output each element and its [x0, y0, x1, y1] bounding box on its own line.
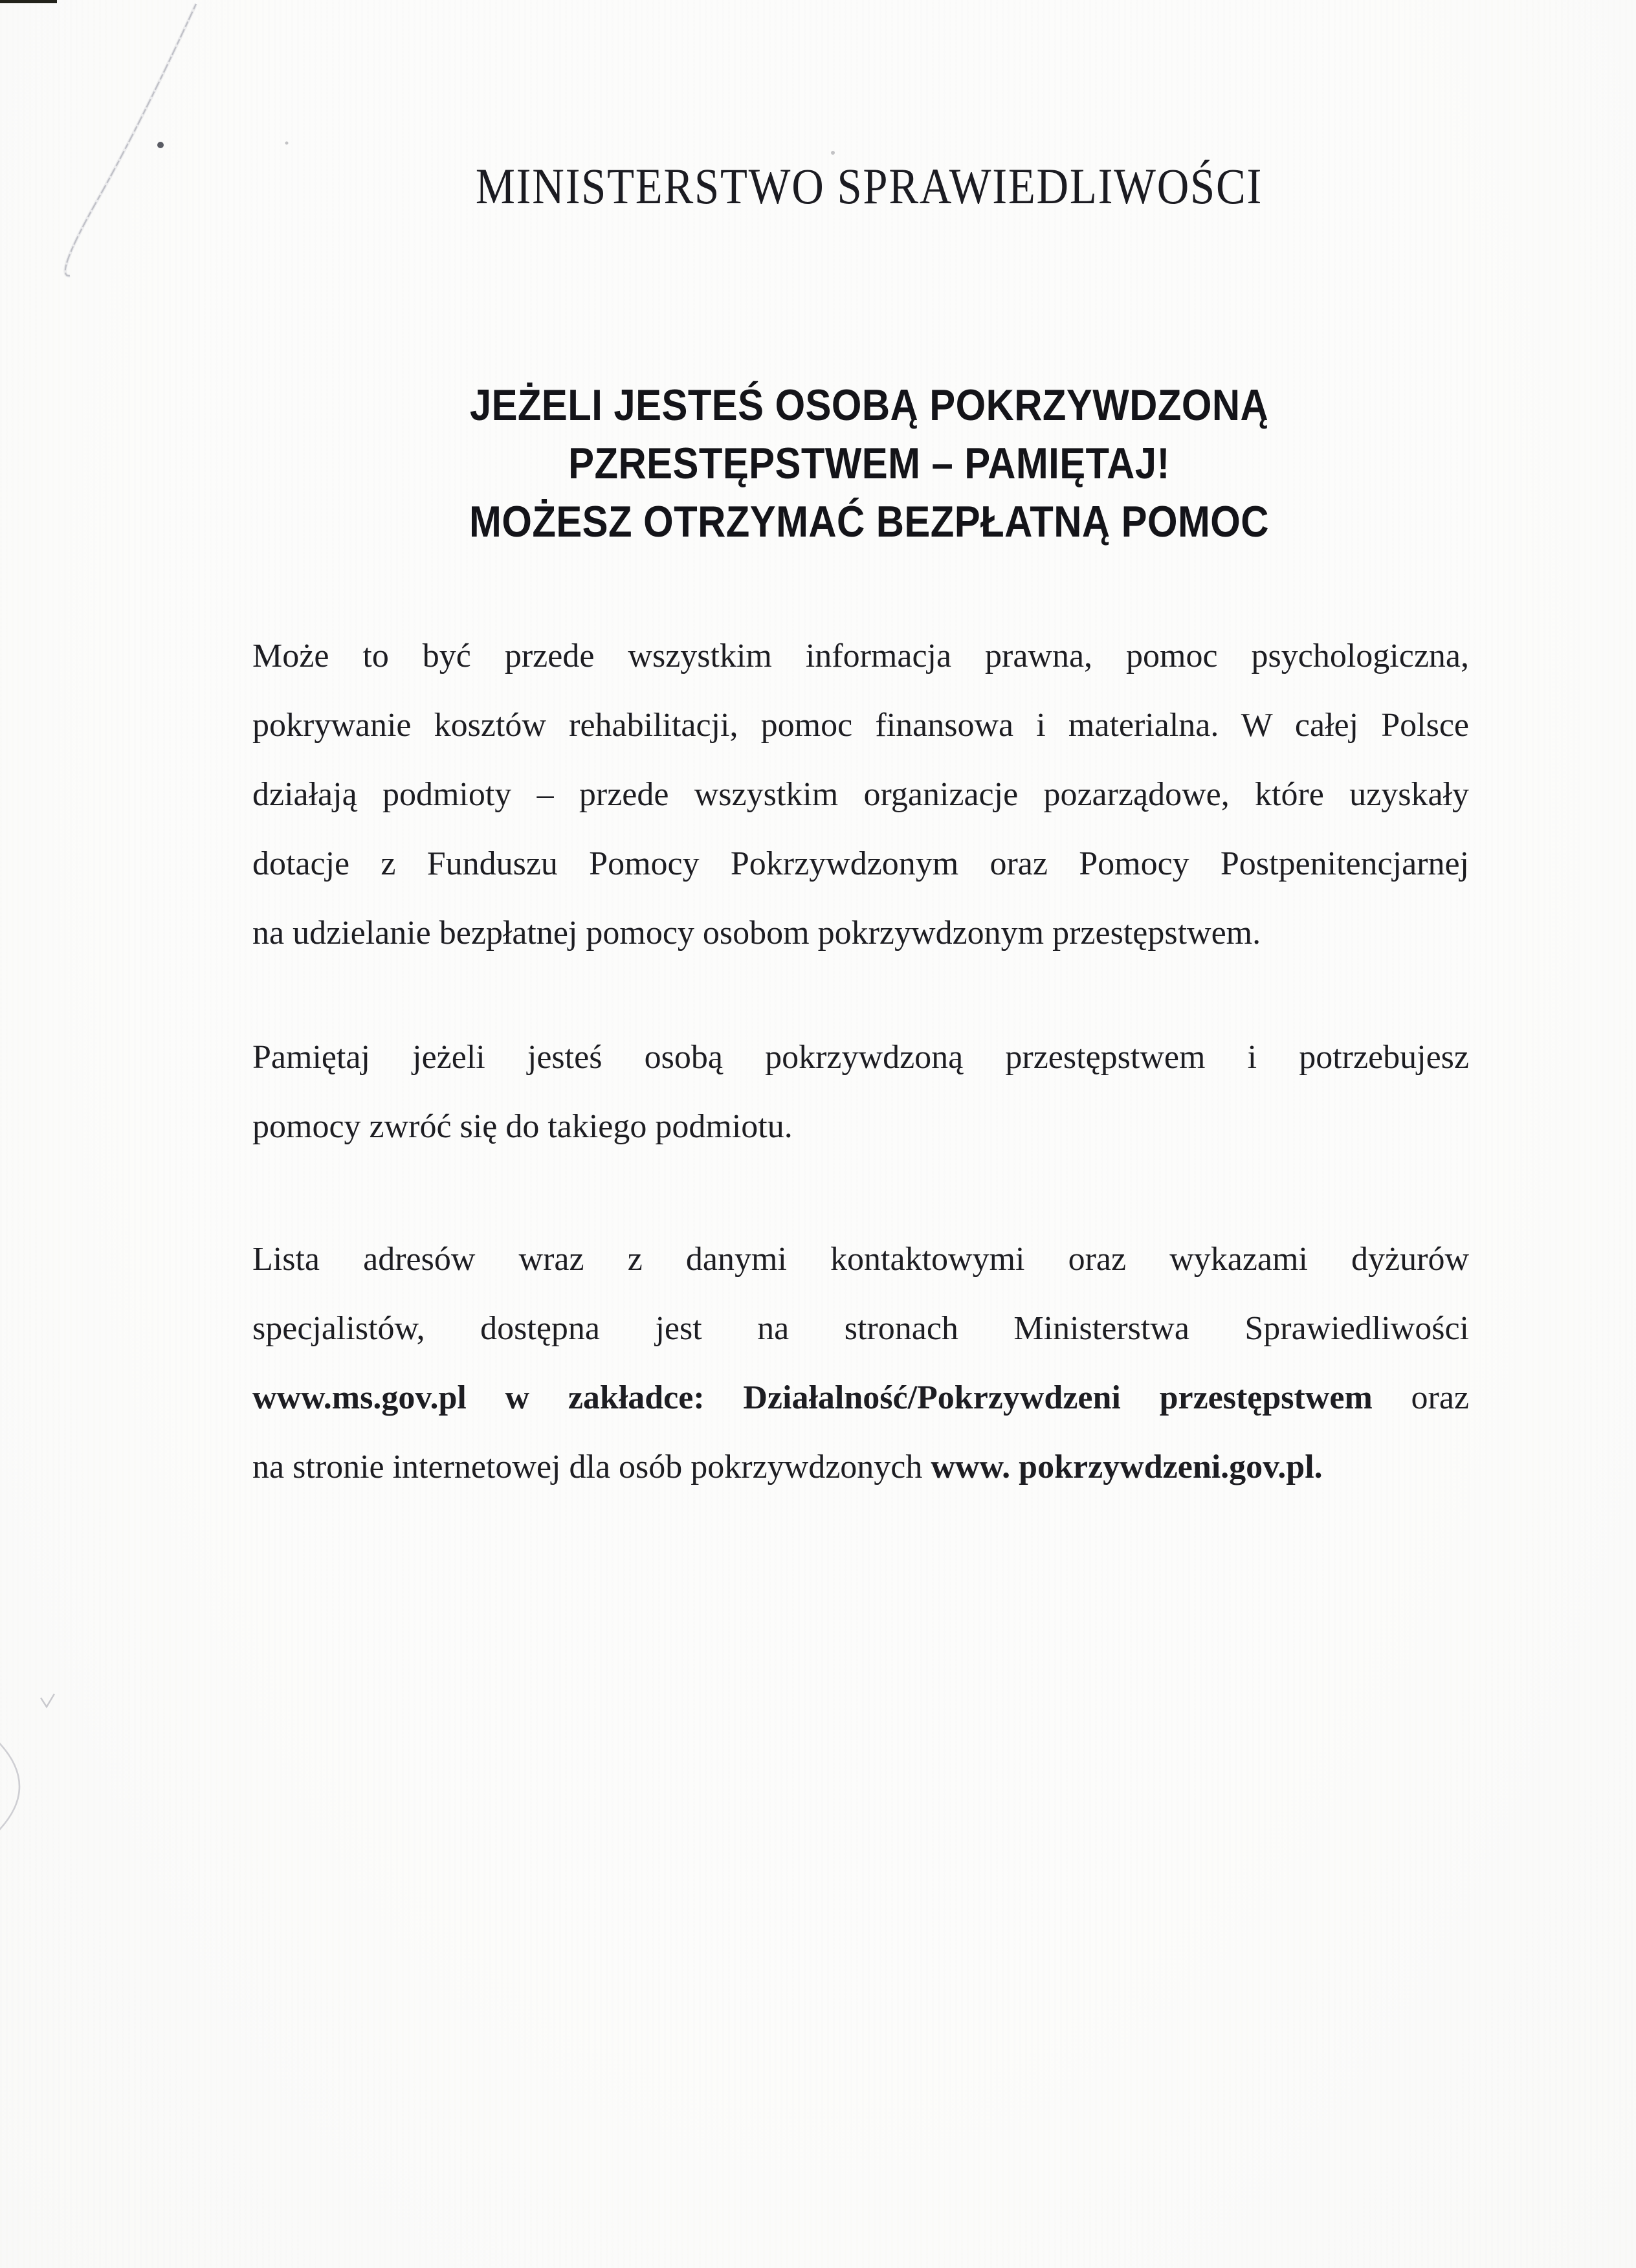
- text-line: Lista adresów wraz z danymi kontaktowymi oraz wykazami dyżurów: [252, 1241, 1469, 1278]
- ministry-title: MINISTERSTWO SPRAWIEDLIWOŚCI: [475, 158, 1263, 214]
- text-line: pokrywanie kosztów rehabilitacji, pomoc finansowa i materialna. W całej Polsce: [252, 707, 1469, 744]
- dust-speck: [285, 142, 289, 145]
- text-line: [252, 1432, 1469, 1502]
- text-segment: na stronie internetowej dla osób pokrzywdzonych: [252, 1449, 923, 1485]
- text-line: Pamiętaj jeżeli jesteś osobą pokrzywdzoną przestępstwem i potrzebujesz: [252, 1039, 1469, 1076]
- notice-heading: [345, 376, 1393, 551]
- scan-edge-mark: [0, 0, 57, 3]
- paragraph-1: [252, 621, 1469, 968]
- paragraph-3: [252, 1225, 1469, 1502]
- page-curl-mark: [0, 1742, 19, 1830]
- scan-hairline: [65, 4, 196, 276]
- ink-speck: [157, 142, 164, 148]
- notice-heading-line-2: PZRESTĘPSTWEM – PAMIĘTAJ!: [568, 439, 1170, 488]
- text-line: [252, 1363, 1469, 1432]
- scan-tick-mark: [41, 1694, 54, 1707]
- text-line: pomocy zwróć się do takiego podmiotu.: [252, 1108, 793, 1145]
- text-segment: oraz: [1411, 1379, 1470, 1416]
- text-line: specjalistów, dostępna jest na stronach Ministerstwa Sprawiedliwości: [252, 1310, 1469, 1347]
- notice-heading-line-3: MOŻESZ OTRZYMAĆ BEZPŁATNĄ POMOC: [469, 497, 1269, 546]
- paragraph-2: [252, 1023, 1469, 1161]
- notice-heading-line-1: JEŻELI JESTEŚ OSOBĄ POKRZYWDZONĄ: [469, 381, 1269, 430]
- dust-speck: [831, 151, 835, 155]
- text-line: na udzielanie bezpłatnej pomocy osobom pokrzywdzonym przestępstwem.: [252, 915, 1261, 951]
- text-line: działają podmioty – przede wszystkim organizacje pozarządowe, które uzyskały: [252, 776, 1469, 813]
- ms-gov-url-bold-text: www.ms.gov.pl w zakładce: Działalność/Pokrzywdzeni przestępstwem: [252, 1379, 1373, 1416]
- pokrzywdzeni-url-bold-text: www. pokrzywdzeni.gov.pl.: [931, 1449, 1323, 1485]
- text-line: dotacje z Funduszu Pomocy Pokrzywdzonym oraz Pomocy Postpenitencjarnej: [252, 845, 1469, 882]
- text-line: Może to być przede wszystkim informacja prawna, pomoc psychologiczna,: [252, 638, 1469, 674]
- scan-hairline-core: [65, 4, 196, 276]
